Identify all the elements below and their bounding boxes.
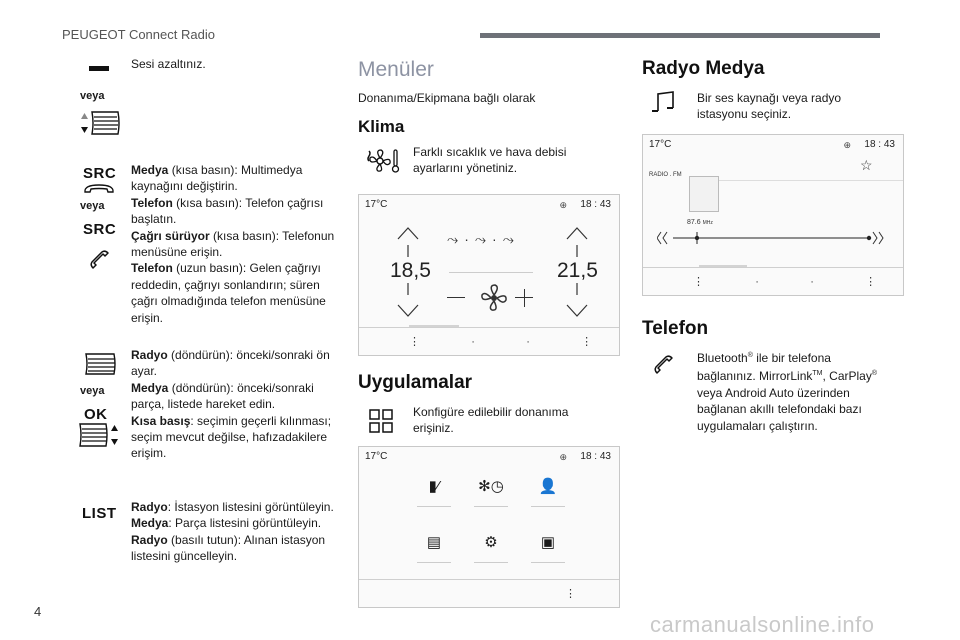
divider-line xyxy=(449,272,533,273)
wheel-icon xyxy=(84,352,118,376)
bottom-bar-dots: ⋮ · · ⋮ xyxy=(693,276,883,288)
screen-temperature: 17°C xyxy=(649,139,672,150)
temp-arrows-right xyxy=(564,225,590,321)
divider-line xyxy=(705,180,903,181)
app-tile-messages[interactable]: ▤ xyxy=(417,533,451,563)
watermark: carmanualsonline.info xyxy=(650,612,875,637)
music-note-icon xyxy=(650,89,678,117)
screen-clock: 18 : 43 xyxy=(580,451,611,462)
gps-icon: ⊕ xyxy=(559,200,567,210)
radio-media-desc: Bir ses kaynağı veya radyo istasyonu seçiniz. xyxy=(697,91,842,122)
src-button-label: SRC xyxy=(83,165,117,182)
bottom-bar-menu-icon: ⋮ xyxy=(565,588,576,600)
app-tile-photos[interactable]: ▣ xyxy=(531,533,565,563)
header-rule xyxy=(480,33,880,38)
list-button-label: LIST xyxy=(82,505,117,522)
app-tile-driver[interactable]: 👤 xyxy=(531,477,565,507)
src-button-label: SRC xyxy=(83,221,117,238)
frequency-slider[interactable] xyxy=(657,230,891,246)
app-tile-connect[interactable]: ▮⁄ xyxy=(417,477,451,507)
climate-screen xyxy=(358,194,620,356)
screen-bottom-bar xyxy=(643,267,903,295)
apps-heading: Uygulamalar xyxy=(358,372,473,393)
phone-heading: Telefon xyxy=(642,318,709,339)
climate-heading: Klima xyxy=(358,117,405,136)
right-temperature: 21,5 xyxy=(557,259,598,282)
station-artwork xyxy=(689,176,719,212)
phone-icon xyxy=(88,248,112,272)
or-label: veya xyxy=(80,90,105,102)
volume-wheel-icon xyxy=(78,110,122,136)
app-tile-vehicle[interactable]: ✻◷ xyxy=(474,477,508,507)
screen-temperature: 17°C xyxy=(365,199,388,210)
radio-media-heading: Radyo Medya xyxy=(642,58,765,79)
volume-down-desc: Sesi azaltınız. xyxy=(131,57,206,71)
radio-screen xyxy=(642,134,904,296)
gps-icon: ⊕ xyxy=(559,452,567,462)
running-header: PEUGEOT Connect Radio xyxy=(62,27,215,42)
menus-subtitle: Donanıma/Ekipmana bağlı olarak xyxy=(358,91,536,105)
screen-clock: 18 : 43 xyxy=(864,139,895,150)
screen-clock: 18 : 43 xyxy=(580,199,611,210)
phone-desc: Bluetooth® ile bir telefona bağlanınız. MirrorLink™, CarPlay® veya Android Auto üzerinden bağlanan akıllı telefondaki bazı uygulamaları çalıştırın. xyxy=(697,351,878,433)
climate-icon xyxy=(366,147,400,175)
temp-arrows-left xyxy=(395,225,421,321)
menus-heading: Menüler xyxy=(358,58,434,81)
fan-icon xyxy=(479,283,509,313)
gps-icon: ⊕ xyxy=(843,140,851,150)
src-desc: Medya (kısa basın): Multimedya kaynağını değiştirin. Telefon (kısa basın): Telefon çağrısı başlatın. Çağrı sürüyor (kısa basın): Telefonun menüsüne erişin. Telefon (uzun basın): Gelen çağrıyı reddedin, çağrıyı sonlandırın; süren çağrı olmadığında telefon menüsüne erişin. xyxy=(131,163,335,325)
or-label: veya xyxy=(80,385,105,397)
band-label: RADIO . FM xyxy=(649,172,682,178)
apps-grid-icon xyxy=(369,409,393,433)
fan-increase-icon xyxy=(524,289,525,307)
screen-bottom-bar xyxy=(359,579,619,607)
screen-temperature: 17°C xyxy=(365,451,388,462)
apps-desc: Konfigüre edilebilir donanıma erişiniz. xyxy=(413,405,569,436)
radio-wheel-desc: Radyo (döndürün): önceki/sonraki ön ayar. Medya (döndürün): önceki/sonraki parça, listede hareket edin. Kısa basış: seçimin geçerli kılınması; seçim mevcut değilse, hafızadakilere erişim. xyxy=(131,348,332,461)
app-tile-settings[interactable]: ⚙ xyxy=(474,533,508,563)
phone-handset-icon xyxy=(82,182,116,194)
apps-screen xyxy=(358,446,620,608)
ok-wheel-icon xyxy=(78,422,122,448)
bottom-bar-dots: ⋮ · · ⋮ xyxy=(409,336,599,348)
list-desc: Radyo: İstasyon listesini görüntüleyin. Medya: Parça listesini görüntüleyin. Radyo (basılı tutun): Alınan istasyon listesini güncelleyin. xyxy=(131,500,334,564)
phone-icon xyxy=(652,353,676,377)
favorite-star-icon[interactable]: ☆ xyxy=(860,157,873,173)
screen-bottom-bar xyxy=(359,327,619,355)
left-temperature: 18,5 xyxy=(390,259,431,282)
frequency-value: 87.6 MHz xyxy=(687,219,713,226)
page-number: 4 xyxy=(34,604,42,619)
fan-decrease-icon xyxy=(447,297,465,298)
airflow-icons: ⤳·⤳·⤳ xyxy=(447,231,520,247)
ok-button-label: OK xyxy=(84,406,108,423)
minus-icon xyxy=(89,66,109,71)
climate-desc: Farklı sıcaklık ve hava debisi ayarlarını yönetiniz. xyxy=(413,145,567,176)
or-label: veya xyxy=(80,200,105,212)
